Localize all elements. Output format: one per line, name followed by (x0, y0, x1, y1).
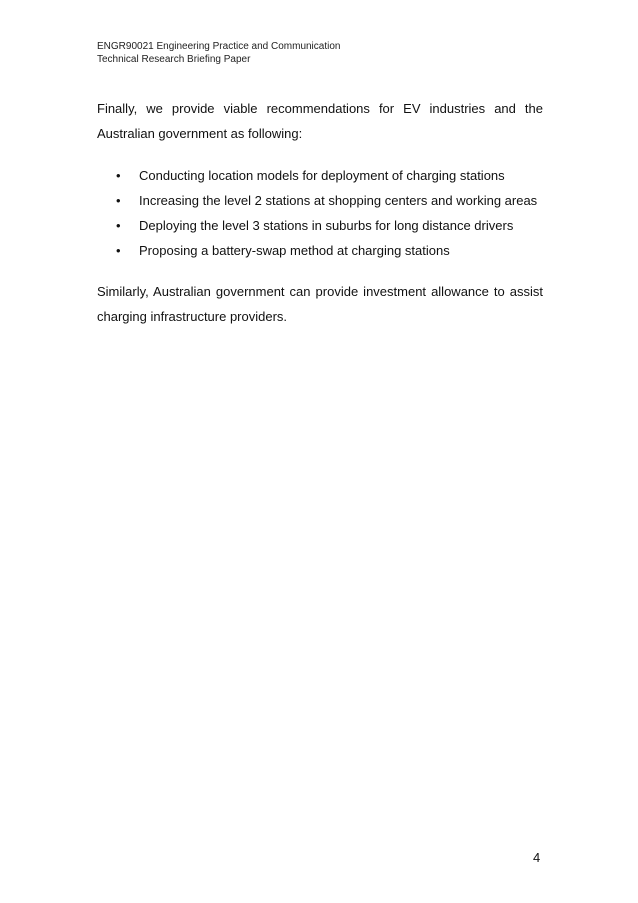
list-item-text: Increasing the level 2 stations at shopping centers and working areas (139, 193, 538, 208)
list-item-text: Deploying the level 3 stations in suburbs for long distance drivers (139, 218, 514, 233)
list-item-text: Conducting location models for deployment of charging stations (139, 168, 505, 183)
bullet-icon: • (116, 168, 121, 183)
list-item (116, 188, 537, 213)
list-item (116, 213, 537, 238)
course-title: ENGR90021 Engineering Practice and Communication (97, 41, 341, 52)
list-item-text: Proposing a battery-swap method at charging stations (139, 243, 450, 258)
list-item (116, 163, 537, 188)
bullet-icon: • (116, 243, 121, 258)
bullet-icon: • (116, 193, 121, 208)
page-number: 4 (533, 850, 541, 865)
recommendations-list (116, 163, 537, 263)
closing-paragraph: Similarly, Australian government can provide investment allowance to assist charging infrastructure providers. (97, 284, 543, 324)
bullet-icon: • (116, 218, 121, 233)
intro-paragraph: Finally, we provide viable recommendations for EV industries and the Australian government as following: (97, 101, 543, 141)
list-item (116, 238, 537, 263)
page-header (97, 40, 340, 66)
document-type: Technical Research Briefing Paper (97, 54, 251, 65)
